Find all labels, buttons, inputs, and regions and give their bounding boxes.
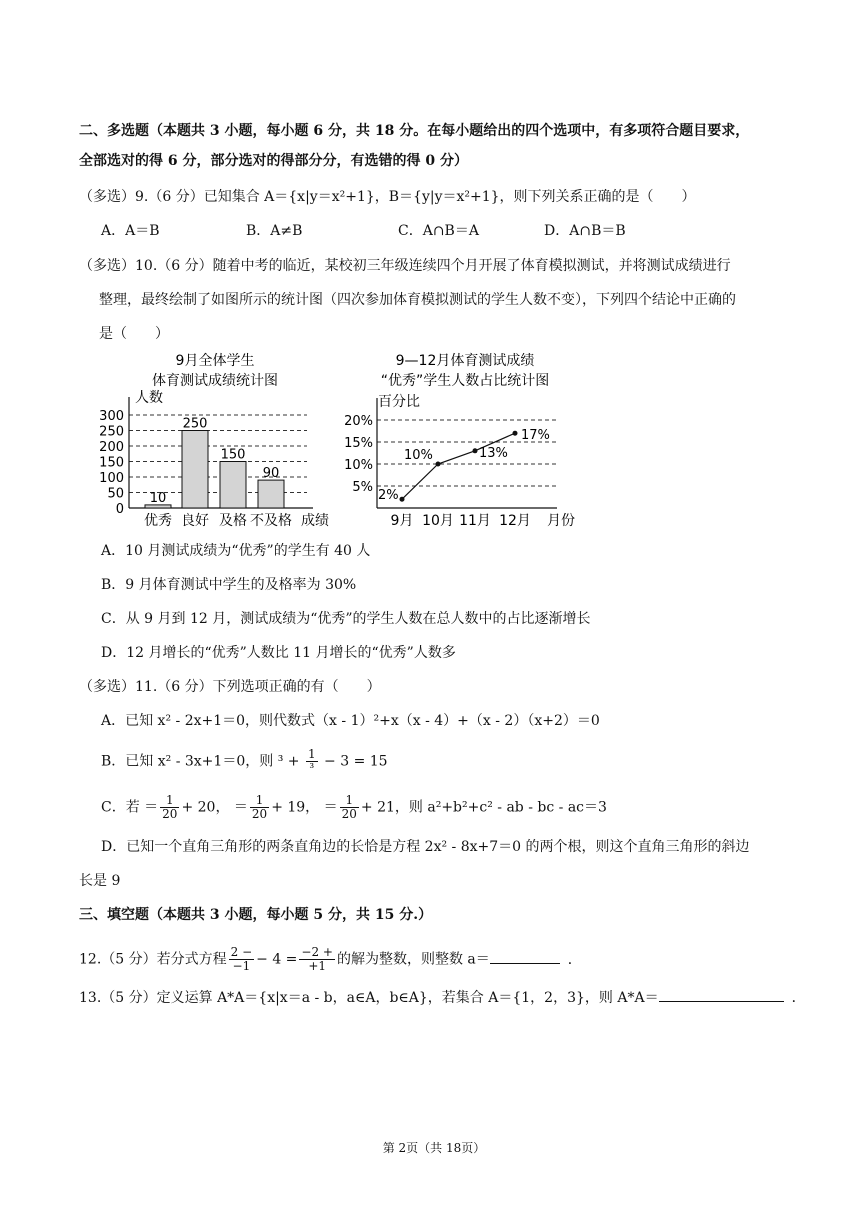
bar-chart-subtitle: 体育测试成绩统计图 [152,373,278,389]
q12-frac1-numerator: 2 − [230,945,253,959]
line-value-label: 13% [479,445,508,461]
section3-heading: 三、填空题（本题共 3 小题，每小题 5 分，共 15 分.） [79,907,433,923]
q11-option-b-cube: ³ + [277,753,304,770]
bar-chart-xlabel: 成绩 [301,513,329,529]
q13-answer-blank[interactable] [659,987,784,1002]
q9-option-d: D．A∩B＝B [544,223,626,239]
line-point-1 [400,497,405,502]
line-value-label: 17% [521,428,550,444]
q12-answer-blank[interactable] [490,949,560,964]
bar-chart [95,350,345,535]
line-ytick-label: 5% [352,480,373,495]
q11-option-c-den-3: 20 [341,807,357,821]
section2-heading-line1: 二、多选题（本题共 3 小题，每小题 6 分，共 18 分。在每小题给出的四个选项中，有多项符合题目要求， [79,123,750,139]
q9-option-b: B．A≠B [246,223,303,239]
q11-option-c-part3: + 21，则 a²+b²+c² - ab - bc - ac＝3 [360,799,607,816]
bar-3 [220,462,246,509]
line-chart [335,350,585,535]
bar-chart-title: 9月全体学生 [175,353,255,369]
q11-option-b-denominator: ³ [309,761,315,775]
bar-ytick-label: 150 [99,455,124,471]
q11-option-b-prefix: B．已知 x² - 3x+1＝0，则 [101,753,278,770]
q11-option-a: A．已知 x² - 2x+1＝0，则代数式（x - 1）²+x（x - 4）+（x - 2）（x+2）＝0 [101,713,600,729]
q10-option-a: A．10 月测试成绩为“优秀”的学生有 40 人 [101,543,371,559]
line-value-label: 2% [378,488,399,504]
q11-option-b [101,748,388,775]
q11-option-c-fraction-3 [340,794,359,821]
q9-option-a: A．A＝B [101,223,160,239]
q11-option-c-den-2: 20 [251,807,268,821]
line-chart-ylabel: 百分比 [378,394,420,410]
line-point-4 [513,431,518,436]
q12-fraction-2 [299,946,335,973]
bar-value-label: 250 [182,416,208,432]
q11-option-c-num-2: 1 [250,794,269,808]
line-point-3 [473,448,478,453]
q11-option-c-num-1: 1 [160,794,179,808]
line-category-label: 10月 [422,513,454,529]
q12-line [79,946,582,973]
line-ytick-label: 20% [344,414,373,429]
bar-ytick-label: 300 [99,409,124,424]
q11-option-b-tail: − 3 = 15 [319,753,388,770]
q12-prefix: 12.（5 分）若分式方程 [79,951,227,968]
line-category-label: 12月 [499,513,531,529]
q9-option-c: C．A∩B＝A [398,223,479,239]
q11-option-c [101,794,607,821]
bar-value-label: 10 [149,490,167,506]
bar-category-label: 不及格 [250,513,292,529]
q10-option-b: B．9 月体育测试中学生的及格率为 30% [101,577,357,593]
line-category-label: 9月 [390,513,414,529]
q11-stem: （多选）11.（6 分）下列选项正确的有（ ） [79,679,381,695]
bar-category-label: 优秀 [144,513,172,529]
q13-line [79,987,806,1007]
bar-ytick-label: 100 [99,471,124,486]
bar-chart-ylabel: 人数 [135,390,163,406]
line-series-path [402,433,515,499]
bar-ytick-label: 0 [115,502,124,517]
q12-end: ． [567,951,582,968]
line-ytick-label: 10% [344,458,373,473]
q12-fraction-1 [229,946,255,973]
line-ytick-label: 15% [344,436,373,451]
q11-option-c-part2: + 19， ＝ [271,799,338,816]
line-chart-subtitle: “优秀”学生人数占比统计图 [380,373,550,389]
bar-category-label: 及格 [219,513,247,529]
q10-stem-line1: （多选）10.（6 分）随着中考的临近，某校初三年级连续四个月开展了体育模拟测试，并将测试成绩进行 [79,258,731,274]
q11-option-c-part1: + 20， ＝ [181,799,248,816]
section2-heading-line2: 全部选对的得 6 分，部分选对的得部分分，有选错的得 0 分） [79,153,468,169]
q12-frac1-denominator: −1 [232,959,251,973]
bar-2 [182,431,208,509]
q11-option-c-fraction-2 [250,794,269,821]
q13-text: 13.（5 分）定义运算 A*A＝{x|x＝a - b，a∈A，b∈A}，若集合 A＝{1，2，3}，则 A*A＝ [79,990,659,1006]
q10-option-d: D．12 月增长的“优秀”人数比 11 月增长的“优秀”人数多 [101,645,456,661]
q10-stem-line3: 是（ ） [99,326,169,342]
bar-4 [258,480,284,508]
bar-ytick-label: 250 [99,424,124,440]
q11-option-d-line2: 长是 9 [79,873,121,889]
q11-option-c-prefix: C．若 ＝ [101,799,159,816]
q10-option-c: C．从 9 月到 12 月，测试成绩为“优秀”的学生人数在总人数中的占比逐渐增长 [101,611,591,627]
q11-option-c-num-3: 1 [340,794,359,808]
q12-post: 的解为整数，则整数 a＝ [336,951,490,968]
bar-value-label: 150 [220,447,246,463]
bar-ytick-label: 200 [99,440,124,455]
q11-option-b-fraction [306,748,318,775]
q10-stem-line2: 整理，最终绘制了如图所示的统计图（四次参加体育模拟测试的学生人数不变），下列四个结论中正确的 [99,292,736,308]
q12-middle: − 4 = [256,951,298,968]
bar-value-label: 90 [262,466,280,482]
q12-frac2-numerator: −2 + [301,945,333,959]
q11-option-c-den-1: 20 [162,807,178,821]
line-chart-xlabel: 月份 [547,513,575,529]
page-footer: 第 2页（共 18页） [382,1141,486,1155]
q11-option-d-line1: D．已知一个直角三角形的两条直角边的长恰是方程 2x² - 8x+7＝0 的两个根，则这个直角三角形的斜边 [101,839,750,855]
line-category-label: 11月 [459,513,491,529]
q9-stem: （多选）9.（6 分）已知集合 A＝{x|y＝x²+1}，B＝{y|y＝x²+1}，则下列关系正确的是（ ） [79,189,696,205]
q12-frac2-denominator: +1 [308,959,327,973]
line-value-label: 10% [404,448,433,463]
line-point-2 [436,462,441,467]
bar-category-label: 良好 [181,513,209,529]
q13-end: ． [791,990,806,1006]
q11-option-b-numerator: 1 [307,747,316,761]
q11-option-c-fraction-1 [160,794,179,821]
bar-ytick-label: 50 [107,486,124,502]
line-chart-title: 9—12月体育测试成绩 [395,353,535,369]
